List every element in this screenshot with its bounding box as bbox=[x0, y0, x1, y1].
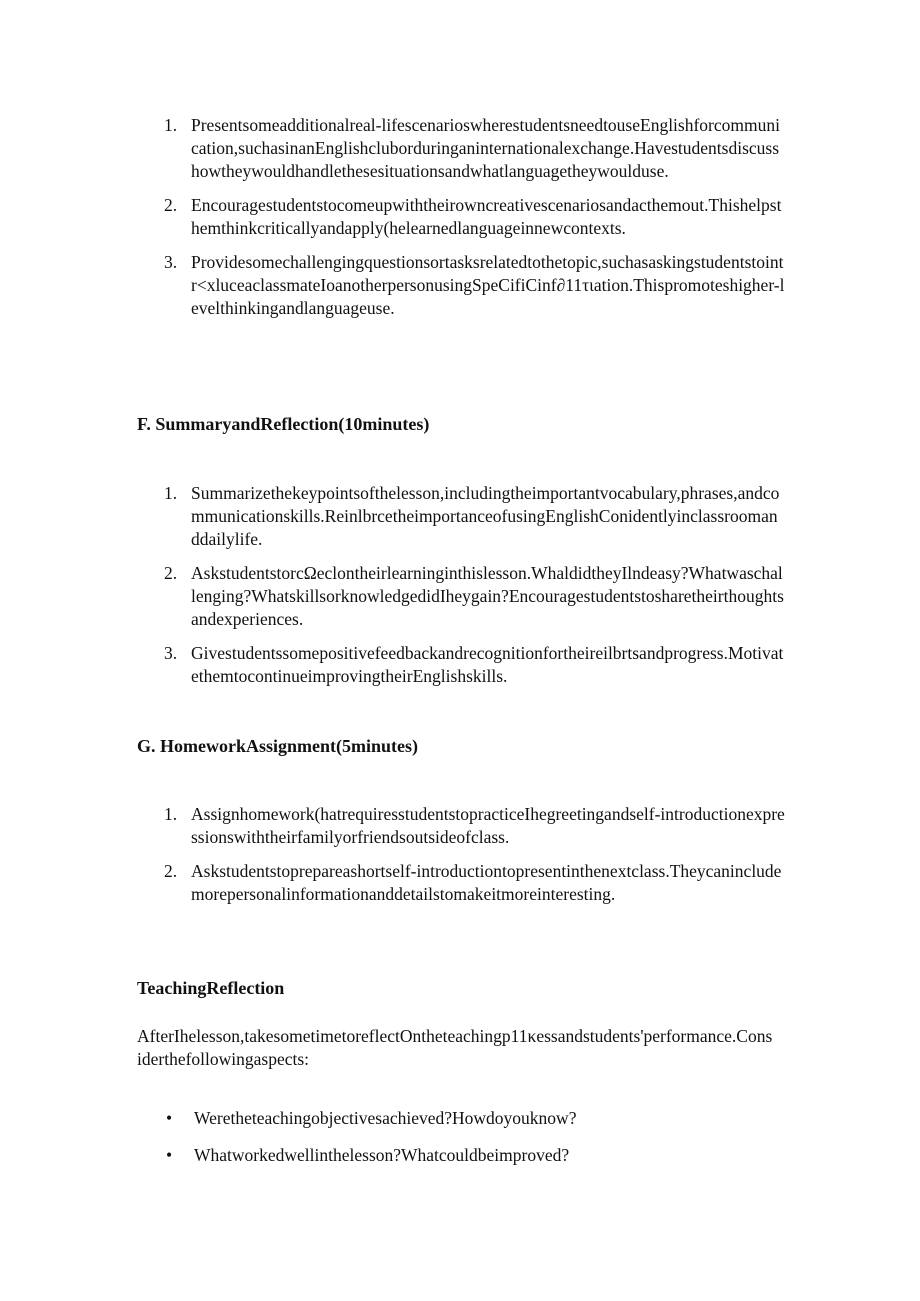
list-number: 2. bbox=[164, 563, 178, 583]
list-item bbox=[166, 1107, 774, 1130]
list-number: 2. bbox=[164, 195, 178, 215]
teaching-reflection-heading: TeachingReflection bbox=[137, 978, 285, 998]
bullet-text: Whatworkedwellinthelesson?Whatcouldbeimproved? bbox=[194, 1145, 570, 1165]
list-item bbox=[164, 482, 785, 551]
list-number: 2. bbox=[164, 861, 178, 881]
list-number: 1. bbox=[164, 804, 178, 824]
list-item bbox=[164, 194, 785, 240]
list-number: 1. bbox=[164, 115, 178, 135]
list-item-text: Givestudentssomepositivefeedbackandrecognitionfortheireilbrtsandprogress.MotivatethemtocontinueimprovingtheirEnglishskills. bbox=[191, 643, 784, 686]
list-item bbox=[164, 642, 785, 688]
list-item-text: Presentsomeadditionalreal-lifescenarioswherestudentsneedtouseEnglishforcommunication,suchasinanEnglishcluborduringaninternationalexchange.Havestudentsdiscusshowtheywouldhandlethesesituationsandwhatlanguagetheywoulduse. bbox=[191, 115, 780, 181]
bullet-icon: • bbox=[166, 1108, 173, 1128]
list-item bbox=[164, 562, 785, 631]
list-item-text: Summarizethekeypointsofthelesson,includingtheimportantvocabulary,phrases,andcommunicationskills.ReinlbrcetheimportanceofusingEnglishConidentlyinclassroomanddailylife. bbox=[191, 483, 780, 549]
list-item-text: Encouragestudentstocomeupwiththeirowncreativescenariosandacthemout.Thishelpsthemthinkcriticallyandapply(helearnedlanguageinnewcontexts. bbox=[191, 195, 782, 238]
list-item bbox=[164, 803, 785, 849]
section-g-heading: G. HomeworkAssignment(5minutes) bbox=[137, 736, 418, 756]
list-number: 1. bbox=[164, 483, 178, 503]
section-f-heading: F. SummaryandReflection(10minutes) bbox=[137, 414, 430, 434]
bullet-text: Weretheteachingobjectivesachieved?Howdoyouknow? bbox=[194, 1108, 577, 1128]
reflection-bullet-list bbox=[166, 1107, 774, 1167]
list-item-text: Askstudentstoprepareashortself-introductiontopresentinthenextclass.Theycanincludemorepersonalinformationanddetailstomakeitmoreinteresting. bbox=[191, 861, 782, 904]
list-item bbox=[164, 114, 785, 183]
list-item-text: AskstudentstorcΩeclontheirlearninginthislesson.WhaldidtheyIlndeasy?Whatwaschallenging?WhatskillsorknowledgedidIheygain?Encouragestudentstosharetheirthoughtsandexperiences. bbox=[191, 563, 784, 629]
list-item-text: Providesomechallengingquestionsortasksrelatedtothetopic,suchasaskingstudentstointr<xluceaclassmateIoanotherpersonusingSpeCifiCinf∂11τιation.Thispromoteshigher-levelthinkingandlanguageuse. bbox=[191, 252, 785, 318]
list-number: 3. bbox=[164, 643, 178, 663]
section-g-list bbox=[164, 803, 785, 906]
list-item bbox=[164, 860, 785, 906]
list-item bbox=[164, 251, 785, 320]
bullet-icon: • bbox=[166, 1145, 173, 1165]
teaching-reflection-paragraph: AfterIhelesson,takesometimetoreflectOntheteachingp11κessandstudents'performance.Considerthefollowingaspects: bbox=[137, 1026, 773, 1069]
list-number: 3. bbox=[164, 252, 178, 272]
list-item-text: Assignhomework(hatrequiresstudentstopracticeIhegreetingandself-introductionexpressionswiththeirfamilyorfriendsoutsideofclass. bbox=[191, 804, 785, 847]
section-f-list bbox=[164, 482, 785, 688]
section-e-list bbox=[164, 114, 785, 320]
list-item bbox=[166, 1144, 774, 1167]
